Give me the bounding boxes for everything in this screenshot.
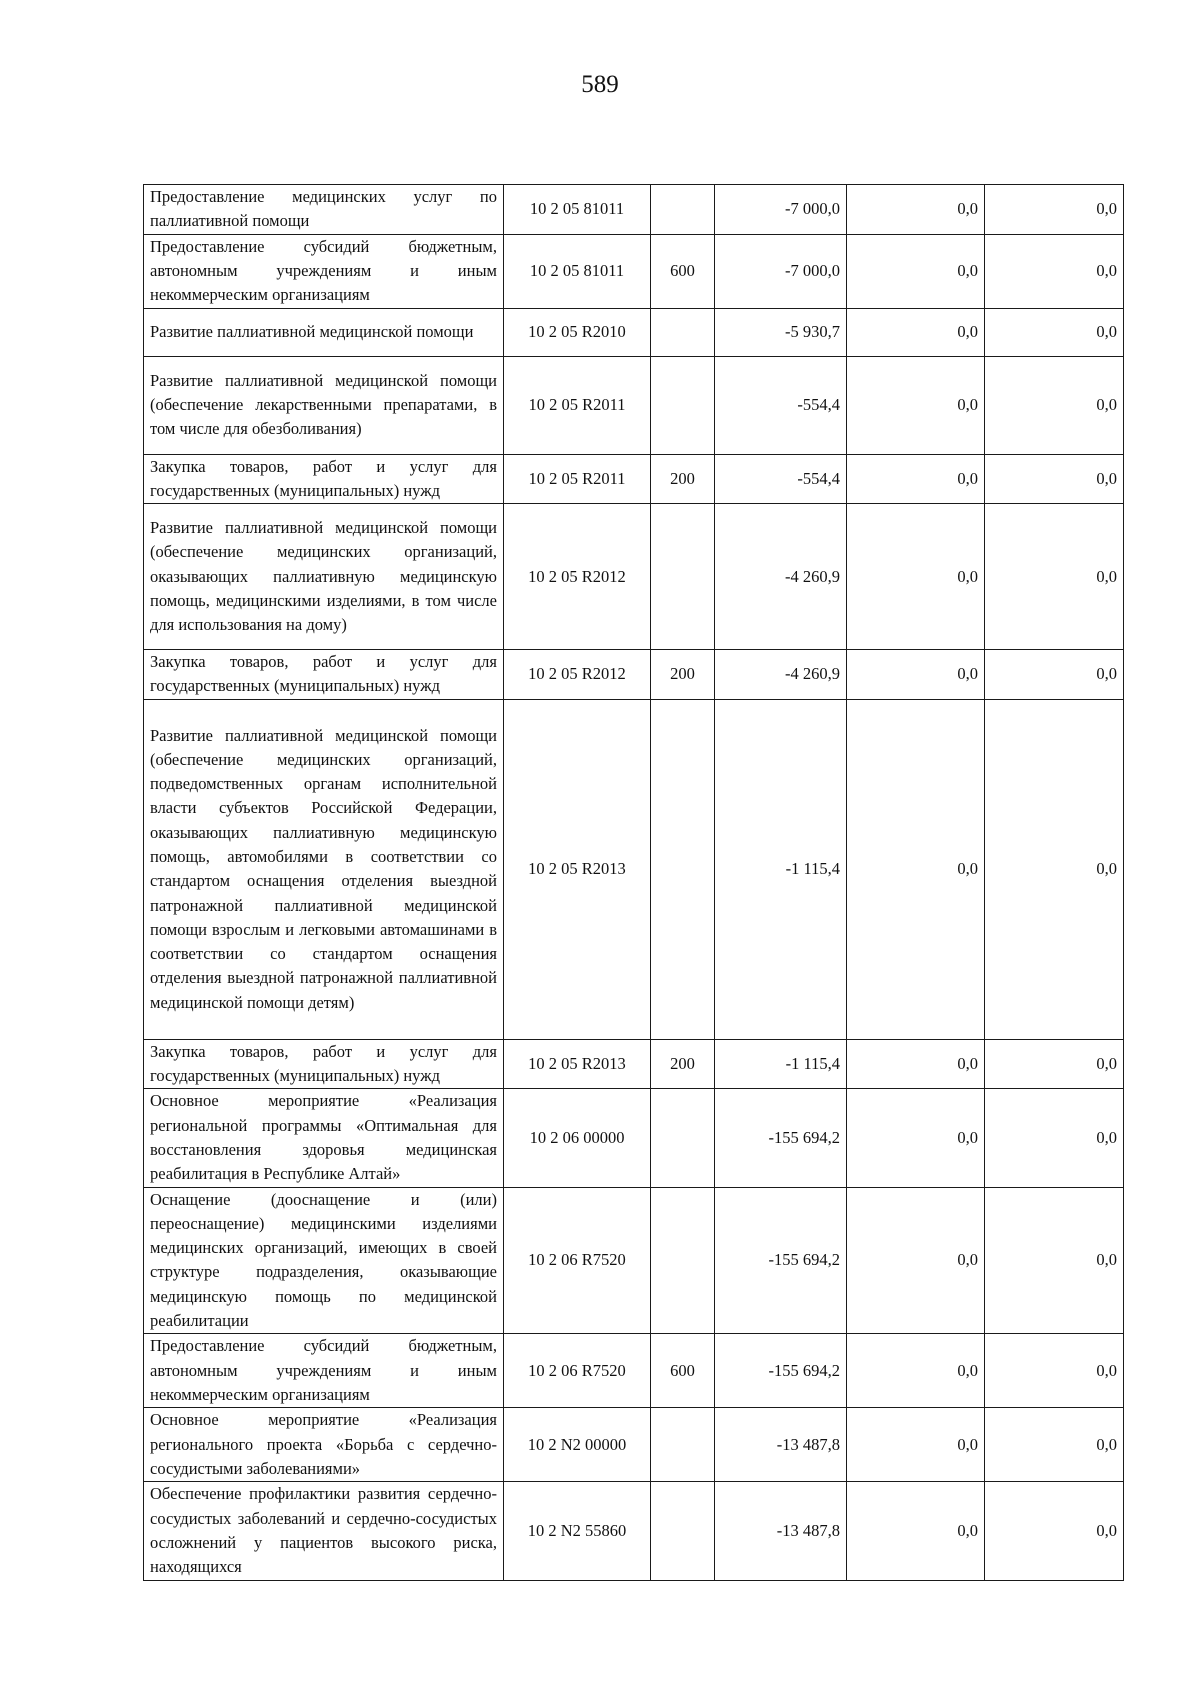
row-value-3: 0,0 [985,308,1124,356]
row-value-1: -1 115,4 [715,699,847,1039]
row-expense-type: 200 [651,454,715,504]
row-value-3: 0,0 [985,699,1124,1039]
table-row [144,650,1124,700]
row-code: 10 2 06 R7520 [504,1187,651,1334]
row-code: 10 2 06 00000 [504,1089,651,1187]
row-value-3: 0,0 [985,356,1124,454]
row-name: Предоставление субсидий бюджетным, автономным учреждениям и иным некоммерческим организациям [144,234,504,308]
row-value-1: -4 260,9 [715,504,847,650]
row-expense-type [651,308,715,356]
row-name: Развитие паллиативной медицинской помощи (обеспечение медицинских организаций, оказывающих паллиативную медицинскую помощь, медицинскими изделиями, в том числе для использования на дому) [144,504,504,650]
row-value-2: 0,0 [847,504,985,650]
row-value-2: 0,0 [847,234,985,308]
row-value-2: 0,0 [847,454,985,504]
row-value-2: 0,0 [847,1039,985,1089]
table-row [144,234,1124,308]
row-code: 10 2 N2 55860 [504,1482,651,1580]
row-value-3: 0,0 [985,1482,1124,1580]
row-name: Закупка товаров, работ и услуг для государственных (муниципальных) нужд [144,454,504,504]
row-value-2: 0,0 [847,699,985,1039]
row-code: 10 2 05 81011 [504,234,651,308]
row-value-2: 0,0 [847,650,985,700]
row-name: Развитие паллиативной медицинской помощи [144,308,504,356]
row-value-3: 0,0 [985,1187,1124,1334]
budget-table [143,184,1124,1581]
row-value-1: -13 487,8 [715,1408,847,1482]
row-expense-type: 200 [651,650,715,700]
table-row [144,1482,1124,1580]
row-code: 10 2 05 R2010 [504,308,651,356]
row-code: 10 2 05 R2011 [504,356,651,454]
row-name: Развитие паллиативной медицинской помощи (обеспечение медицинских организаций, подведомственных органам исполнительной власти субъектов Российской Федерации, оказывающих паллиативную медицинскую помощь, автомобилями в соответствии со стандартом оснащения отделения выездной патронажной паллиативной медицинской помощи взрослым и легковыми автомашинами в соответствии со стандартом оснащения отделения выездной патронажной паллиативной медицинской помощи детям) [144,699,504,1039]
table-row [144,699,1124,1039]
row-name: Закупка товаров, работ и услуг для государственных (муниципальных) нужд [144,650,504,700]
row-value-1: -554,4 [715,356,847,454]
row-name: Обеспечение профилактики развития сердечно-сосудистых заболеваний и сердечно-сосудистых осложнений у пациентов высокого риска, находящихся [144,1482,504,1580]
row-name: Закупка товаров, работ и услуг для государственных (муниципальных) нужд [144,1039,504,1089]
page-number: 589 [581,71,619,98]
table-row [144,1039,1124,1089]
row-name: Развитие паллиативной медицинской помощи (обеспечение лекарственными препаратами, в том числе для обезболивания) [144,356,504,454]
row-name: Предоставление субсидий бюджетным, автономным учреждениям и иным некоммерческим организациям [144,1334,504,1408]
table-row [144,356,1124,454]
row-value-3: 0,0 [985,1408,1124,1482]
table-row [144,1089,1124,1187]
row-value-3: 0,0 [985,504,1124,650]
row-value-2: 0,0 [847,356,985,454]
row-value-1: -155 694,2 [715,1089,847,1187]
row-value-2: 0,0 [847,1408,985,1482]
table-row [144,1408,1124,1482]
row-code: 10 2 05 R2011 [504,454,651,504]
row-expense-type [651,699,715,1039]
row-code: 10 2 N2 00000 [504,1408,651,1482]
row-value-3: 0,0 [985,1039,1124,1089]
row-name: Основное мероприятие «Реализация региональной программы «Оптимальная для восстановления здоровья медицинская реабилитация в Республике Алтай» [144,1089,504,1187]
row-value-1: -7 000,0 [715,185,847,235]
row-value-3: 0,0 [985,234,1124,308]
row-code: 10 2 06 R7520 [504,1334,651,1408]
table-row [144,1334,1124,1408]
row-code: 10 2 05 R2012 [504,650,651,700]
row-value-2: 0,0 [847,308,985,356]
table-row [144,454,1124,504]
row-value-1: -5 930,7 [715,308,847,356]
row-value-3: 0,0 [985,1089,1124,1187]
table-row [144,1187,1124,1334]
row-code: 10 2 05 81011 [504,185,651,235]
row-value-2: 0,0 [847,185,985,235]
row-expense-type [651,1187,715,1334]
row-value-3: 0,0 [985,650,1124,700]
table-row [144,185,1124,235]
row-value-2: 0,0 [847,1089,985,1187]
row-value-3: 0,0 [985,454,1124,504]
table-row [144,504,1124,650]
row-value-1: -155 694,2 [715,1187,847,1334]
row-value-1: -13 487,8 [715,1482,847,1580]
row-expense-type [651,504,715,650]
table-row [144,308,1124,356]
row-expense-type [651,1408,715,1482]
row-value-1: -4 260,9 [715,650,847,700]
row-code: 10 2 05 R2013 [504,699,651,1039]
row-expense-type [651,1089,715,1187]
row-value-1: -554,4 [715,454,847,504]
row-expense-type: 200 [651,1039,715,1089]
row-code: 10 2 05 R2012 [504,504,651,650]
row-value-1: -155 694,2 [715,1334,847,1408]
row-expense-type: 600 [651,234,715,308]
row-expense-type: 600 [651,1334,715,1408]
row-value-2: 0,0 [847,1334,985,1408]
row-name: Основное мероприятие «Реализация регионального проекта «Борьба с сердечно-сосудистыми заболеваниями» [144,1408,504,1482]
row-value-1: -7 000,0 [715,234,847,308]
row-code: 10 2 05 R2013 [504,1039,651,1089]
row-value-3: 0,0 [985,185,1124,235]
row-name: Предоставление медицинских услуг по паллиативной помощи [144,185,504,235]
row-value-3: 0,0 [985,1334,1124,1408]
row-value-1: -1 115,4 [715,1039,847,1089]
row-expense-type [651,356,715,454]
row-value-2: 0,0 [847,1187,985,1334]
row-name: Оснащение (дооснащение и (или) переоснащение) медицинскими изделиями медицинских организаций, имеющих в своей структуре подразделения, оказывающие медицинскую помощь по медицинской реабилитации [144,1187,504,1334]
row-expense-type [651,185,715,235]
row-value-2: 0,0 [847,1482,985,1580]
row-expense-type [651,1482,715,1580]
